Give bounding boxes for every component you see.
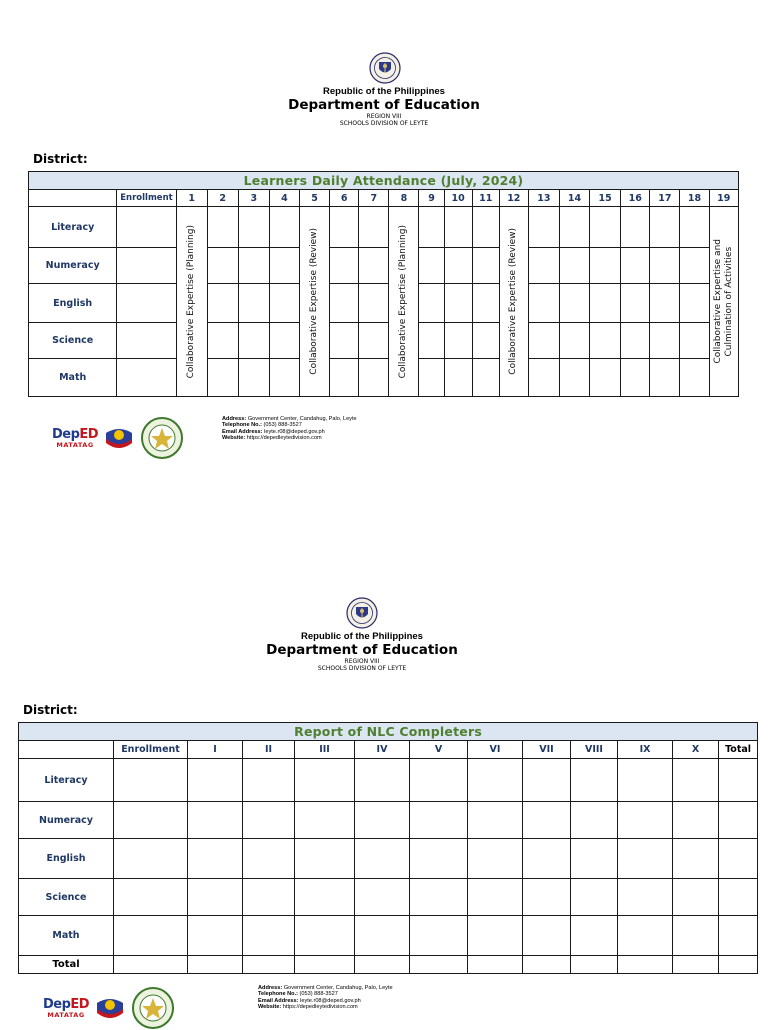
completer-cell[interactable] — [618, 802, 673, 839]
attendance-cell[interactable] — [359, 359, 389, 397]
attendance-cell[interactable] — [359, 323, 389, 359]
completer-cell[interactable] — [355, 879, 410, 916]
deped-matatag-logo — [52, 428, 98, 449]
total-cell[interactable] — [719, 956, 758, 974]
completer-cell[interactable] — [523, 879, 571, 916]
total-cell[interactable] — [618, 956, 673, 974]
collaborative-expertise-label: Collaborative Expertise (Review) — [508, 228, 519, 375]
total-cell[interactable] — [571, 956, 618, 974]
deped-matatag-logo — [43, 998, 89, 1019]
attendance-cell[interactable] — [472, 207, 499, 248]
completer-cell[interactable] — [295, 802, 355, 839]
leyte-division-seal-icon — [140, 416, 184, 460]
total-cell[interactable] — [295, 956, 355, 974]
completer-cell[interactable] — [523, 839, 571, 879]
enrollment-header: Enrollment — [117, 190, 176, 207]
completer-cell[interactable] — [571, 879, 618, 916]
total-cell[interactable] — [523, 956, 571, 974]
completer-cell[interactable] — [243, 839, 295, 879]
culmination-label-line2: Culmination of Activities — [723, 246, 734, 357]
attendance-cell[interactable] — [650, 284, 680, 323]
attendance-cell[interactable] — [359, 207, 389, 248]
attendance-cell[interactable] — [207, 248, 238, 284]
website-label: Website: — [222, 435, 246, 442]
total-cell[interactable] — [673, 956, 719, 974]
completer-cell[interactable] — [523, 916, 571, 956]
attendance-cell[interactable] — [330, 284, 359, 323]
letterhead — [0, 87, 768, 127]
day-header: 10 — [444, 190, 472, 207]
completer-cell[interactable] — [410, 879, 468, 916]
attendance-cell[interactable] — [650, 248, 680, 284]
grade-header: V — [410, 741, 468, 759]
attendance-cell[interactable] — [621, 359, 650, 397]
header-blank-cell — [29, 190, 117, 207]
enrollment-cell — [117, 248, 176, 284]
grade-header: I — [188, 741, 243, 759]
subject-label: English — [19, 839, 114, 879]
completer-cell[interactable] — [188, 802, 243, 839]
attendance-cell[interactable] — [419, 207, 444, 248]
attendance-cell[interactable] — [238, 359, 269, 397]
attendance-cell[interactable] — [359, 284, 389, 323]
attendance-cell[interactable] — [444, 323, 472, 359]
enrollment-cell — [117, 323, 176, 359]
attendance-cell[interactable] — [269, 248, 299, 284]
address-label: Address: — [222, 416, 247, 422]
deped-logo-dep: Dep — [52, 426, 80, 442]
completer-cell[interactable] — [295, 916, 355, 956]
day-header: 7 — [359, 190, 389, 207]
completer-cell[interactable] — [673, 916, 719, 956]
footer-logos — [43, 986, 175, 1030]
attendance-cell[interactable] — [359, 248, 389, 284]
attendance-cell[interactable] — [680, 323, 709, 359]
letterhead — [0, 632, 746, 672]
nlc-completers-table — [18, 722, 758, 974]
completer-cell[interactable] — [719, 759, 758, 802]
collaborative-expertise-label: Collaborative Expertise (Planning) — [186, 224, 197, 379]
day-header: 5 — [300, 190, 330, 207]
subject-row — [19, 802, 758, 839]
completer-cell[interactable] — [295, 839, 355, 879]
attendance-cell[interactable] — [444, 207, 472, 248]
completer-cell[interactable] — [295, 759, 355, 802]
attendance-cell[interactable] — [419, 284, 444, 323]
subject-row — [29, 323, 739, 359]
attendance-cell[interactable] — [269, 323, 299, 359]
email-label: Email Address: — [222, 428, 263, 435]
website-value: https://depedleytedivision.com — [246, 435, 322, 442]
attendance-cell[interactable] — [680, 207, 709, 248]
grade-header: IV — [355, 741, 410, 759]
subject-row — [19, 879, 758, 916]
matatag-label: MATATAG — [47, 1010, 85, 1019]
address-value: Government Center, Candahug, Palo, Leyte — [247, 416, 357, 422]
completer-cell[interactable] — [355, 916, 410, 956]
completer-cell[interactable] — [571, 802, 618, 839]
day-header: 17 — [650, 190, 680, 207]
completer-cell[interactable] — [243, 759, 295, 802]
email-value: leyte.r08@deped.gov.ph — [300, 997, 361, 1004]
grade-header: IX — [618, 741, 673, 759]
department-title: Department of Education — [288, 97, 480, 113]
email-value: leyte.r08@deped.gov.ph — [264, 428, 325, 435]
grade-header: VIII — [571, 741, 618, 759]
attendance-cell[interactable] — [528, 323, 559, 359]
attendance-table — [28, 171, 739, 397]
total-cell[interactable] — [468, 956, 523, 974]
leyte-division-seal-icon — [131, 986, 175, 1030]
attendance-cell[interactable] — [238, 284, 269, 323]
grade-header: X — [673, 741, 719, 759]
collaborative-expertise-cell — [389, 207, 419, 397]
completer-cell[interactable] — [523, 802, 571, 839]
attendance-cell[interactable] — [330, 207, 359, 248]
website-value: https://depedleytedivision.com — [282, 1004, 358, 1011]
grade-header: VI — [468, 741, 523, 759]
attendance-cell[interactable] — [269, 359, 299, 397]
subject-label: Math — [19, 916, 114, 956]
subject-row — [29, 207, 739, 248]
district-label: District: — [33, 152, 88, 166]
completer-cell[interactable] — [468, 759, 523, 802]
attendance-cell[interactable] — [330, 323, 359, 359]
subject-row — [19, 916, 758, 956]
completer-cell[interactable] — [673, 879, 719, 916]
division-label: SCHOOLS DIVISION OF LEYTE — [339, 120, 429, 127]
attendance-cell[interactable] — [207, 284, 238, 323]
completer-cell[interactable] — [114, 879, 188, 916]
attendance-cell[interactable] — [528, 284, 559, 323]
completer-cell[interactable] — [243, 916, 295, 956]
completer-cell[interactable] — [673, 802, 719, 839]
completer-cell[interactable] — [410, 916, 468, 956]
district-label: District: — [23, 703, 78, 717]
completer-cell[interactable] — [114, 839, 188, 879]
culmination-label-line1: Collaborative Expertise and — [712, 239, 723, 364]
completer-cell[interactable] — [410, 802, 468, 839]
total-cell[interactable] — [410, 956, 468, 974]
deped-seal-icon — [346, 597, 378, 629]
deped-logo-ed: ED — [79, 426, 99, 442]
attendance-cell[interactable] — [590, 284, 621, 323]
total-header: Total — [719, 741, 758, 759]
attendance-table-title: Learners Daily Attendance (July, 2024) — [29, 172, 739, 190]
attendance-cell[interactable] — [269, 284, 299, 323]
day-header: 13 — [528, 190, 559, 207]
attendance-cell[interactable] — [419, 248, 444, 284]
header-blank-cell — [19, 741, 114, 759]
attendance-cell[interactable] — [269, 207, 299, 248]
completer-cell[interactable] — [355, 839, 410, 879]
completer-cell[interactable] — [571, 916, 618, 956]
attendance-cell[interactable] — [680, 248, 709, 284]
attendance-cell[interactable] — [650, 359, 680, 397]
day-header: 2 — [207, 190, 238, 207]
subject-label: Numeracy — [29, 248, 117, 284]
attendance-cell[interactable] — [650, 207, 680, 248]
bagong-pilipinas-logo-icon — [102, 421, 136, 455]
total-row — [19, 956, 758, 974]
attendance-cell[interactable] — [330, 359, 359, 397]
nlc-header-row — [19, 741, 758, 759]
total-row-label: Total — [19, 956, 114, 974]
culmination-cell — [709, 207, 738, 397]
attendance-cell[interactable] — [621, 248, 650, 284]
email-label: Email Address: — [258, 997, 299, 1004]
day-header: 18 — [680, 190, 709, 207]
deped-seal-icon — [369, 52, 401, 84]
day-header: 8 — [389, 190, 419, 207]
attendance-cell[interactable] — [590, 248, 621, 284]
attendance-cell[interactable] — [590, 359, 621, 397]
page-attendance — [0, 0, 768, 512]
completer-cell[interactable] — [719, 802, 758, 839]
attendance-cell[interactable] — [419, 359, 444, 397]
contact-block — [258, 985, 393, 1011]
attendance-cell[interactable] — [444, 284, 472, 323]
collaborative-expertise-cell — [176, 207, 207, 397]
attendance-cell[interactable] — [559, 359, 589, 397]
completer-cell[interactable] — [571, 759, 618, 802]
day-header: 1 — [176, 190, 207, 207]
attendance-cell[interactable] — [680, 359, 709, 397]
attendance-cell[interactable] — [207, 207, 238, 248]
attendance-cell[interactable] — [444, 359, 472, 397]
day-header: 15 — [590, 190, 621, 207]
day-header: 11 — [472, 190, 499, 207]
deped-logo-ed: ED — [70, 996, 90, 1012]
department-title: Department of Education — [266, 642, 458, 658]
attendance-cell[interactable] — [238, 248, 269, 284]
completer-cell[interactable] — [468, 839, 523, 879]
completer-cell[interactable] — [188, 839, 243, 879]
subject-label: Numeracy — [19, 802, 114, 839]
culmination-label — [713, 239, 735, 364]
telephone-label: Telephone No.: — [222, 422, 262, 429]
collaborative-expertise-label: Collaborative Expertise (Review) — [309, 228, 320, 375]
completer-cell[interactable] — [673, 839, 719, 879]
attendance-cell[interactable] — [559, 323, 589, 359]
attendance-cell[interactable] — [650, 323, 680, 359]
attendance-cell[interactable] — [528, 207, 559, 248]
completer-cell[interactable] — [188, 759, 243, 802]
day-header: 3 — [238, 190, 269, 207]
attendance-cell[interactable] — [590, 207, 621, 248]
subject-row — [19, 839, 758, 879]
bagong-pilipinas-logo-icon — [93, 991, 127, 1025]
attendance-cell[interactable] — [472, 359, 499, 397]
attendance-cell[interactable] — [528, 248, 559, 284]
subject-label: Literacy — [19, 759, 114, 802]
subject-row — [29, 284, 739, 323]
day-header: 14 — [559, 190, 589, 207]
day-header: 9 — [419, 190, 444, 207]
telephone-label: Telephone No.: — [258, 991, 298, 998]
region-label: REGION VIII — [366, 113, 402, 120]
total-cell[interactable] — [243, 956, 295, 974]
attendance-cell[interactable] — [559, 207, 589, 248]
telephone-value: (053) 888-3527 — [299, 991, 338, 998]
completer-cell[interactable] — [410, 759, 468, 802]
completer-cell[interactable] — [468, 802, 523, 839]
completer-cell[interactable] — [114, 802, 188, 839]
collaborative-expertise-cell — [499, 207, 528, 397]
completer-cell[interactable] — [243, 802, 295, 839]
subject-row — [29, 359, 739, 397]
attendance-cell[interactable] — [207, 323, 238, 359]
attendance-cell[interactable] — [621, 323, 650, 359]
day-header: 4 — [269, 190, 299, 207]
collaborative-expertise-label: Collaborative Expertise (Planning) — [398, 224, 409, 379]
completer-cell[interactable] — [355, 802, 410, 839]
completer-cell[interactable] — [523, 759, 571, 802]
completer-cell[interactable] — [618, 839, 673, 879]
attendance-cell[interactable] — [419, 323, 444, 359]
completer-cell[interactable] — [719, 916, 758, 956]
page-nlc-completers — [0, 548, 768, 1024]
subject-label: Literacy — [29, 207, 117, 248]
subject-label: Math — [29, 359, 117, 397]
subject-row — [29, 248, 739, 284]
attendance-cell[interactable] — [238, 323, 269, 359]
completer-cell[interactable] — [243, 879, 295, 916]
attendance-cell[interactable] — [621, 284, 650, 323]
attendance-cell[interactable] — [680, 284, 709, 323]
telephone-value: (053) 888-3527 — [263, 422, 302, 429]
subject-label: Science — [19, 879, 114, 916]
subject-row — [19, 759, 758, 802]
completer-cell[interactable] — [355, 759, 410, 802]
completer-cell[interactable] — [719, 879, 758, 916]
day-header: 12 — [499, 190, 528, 207]
day-header: 16 — [621, 190, 650, 207]
address-label: Address: — [258, 985, 283, 991]
day-header: 19 — [709, 190, 738, 207]
attendance-cell[interactable] — [330, 248, 359, 284]
total-cell[interactable] — [355, 956, 410, 974]
region-label: REGION VIII — [344, 658, 380, 665]
attendance-cell[interactable] — [559, 248, 589, 284]
attendance-cell[interactable] — [238, 207, 269, 248]
matatag-label: MATATAG — [56, 440, 94, 449]
enrollment-header: Enrollment — [114, 741, 188, 759]
attendance-cell[interactable] — [528, 359, 559, 397]
republic-label: Republic of the Philippines — [301, 631, 423, 642]
enrollment-cell — [117, 207, 176, 248]
attendance-cell[interactable] — [472, 284, 499, 323]
attendance-cell[interactable] — [590, 323, 621, 359]
completer-cell[interactable] — [618, 759, 673, 802]
republic-label: Republic of the Philippines — [323, 86, 445, 97]
subject-label: Science — [29, 323, 117, 359]
completer-cell[interactable] — [410, 839, 468, 879]
total-cell[interactable] — [114, 956, 188, 974]
subject-label: English — [29, 284, 117, 323]
collaborative-expertise-cell — [300, 207, 330, 397]
address-value: Government Center, Candahug, Palo, Leyte — [283, 985, 393, 991]
enrollment-cell — [117, 359, 176, 397]
completer-cell[interactable] — [114, 759, 188, 802]
contact-block — [222, 416, 357, 442]
completer-cell[interactable] — [468, 879, 523, 916]
footer-logos — [52, 416, 184, 460]
completer-cell[interactable] — [468, 916, 523, 956]
attendance-cell[interactable] — [207, 359, 238, 397]
completer-cell[interactable] — [618, 916, 673, 956]
day-header: 6 — [330, 190, 359, 207]
total-cell[interactable] — [188, 956, 243, 974]
deped-logo-dep: Dep — [43, 996, 71, 1012]
attendance-cell[interactable] — [472, 323, 499, 359]
completer-cell[interactable] — [571, 839, 618, 879]
enrollment-cell — [117, 284, 176, 323]
completer-cell[interactable] — [295, 879, 355, 916]
completer-cell[interactable] — [188, 879, 243, 916]
attendance-header-row — [29, 190, 739, 207]
attendance-cell[interactable] — [559, 284, 589, 323]
attendance-cell[interactable] — [444, 248, 472, 284]
completer-cell[interactable] — [188, 916, 243, 956]
attendance-cell[interactable] — [621, 207, 650, 248]
grade-header: II — [243, 741, 295, 759]
grade-header: III — [295, 741, 355, 759]
website-label: Website: — [258, 1004, 282, 1011]
nlc-table-title: Report of NLC Completers — [19, 723, 758, 741]
completer-cell[interactable] — [673, 759, 719, 802]
completer-cell[interactable] — [719, 839, 758, 879]
completer-cell[interactable] — [114, 916, 188, 956]
attendance-cell[interactable] — [472, 248, 499, 284]
division-label: SCHOOLS DIVISION OF LEYTE — [317, 665, 407, 672]
completer-cell[interactable] — [618, 879, 673, 916]
grade-header: VII — [523, 741, 571, 759]
